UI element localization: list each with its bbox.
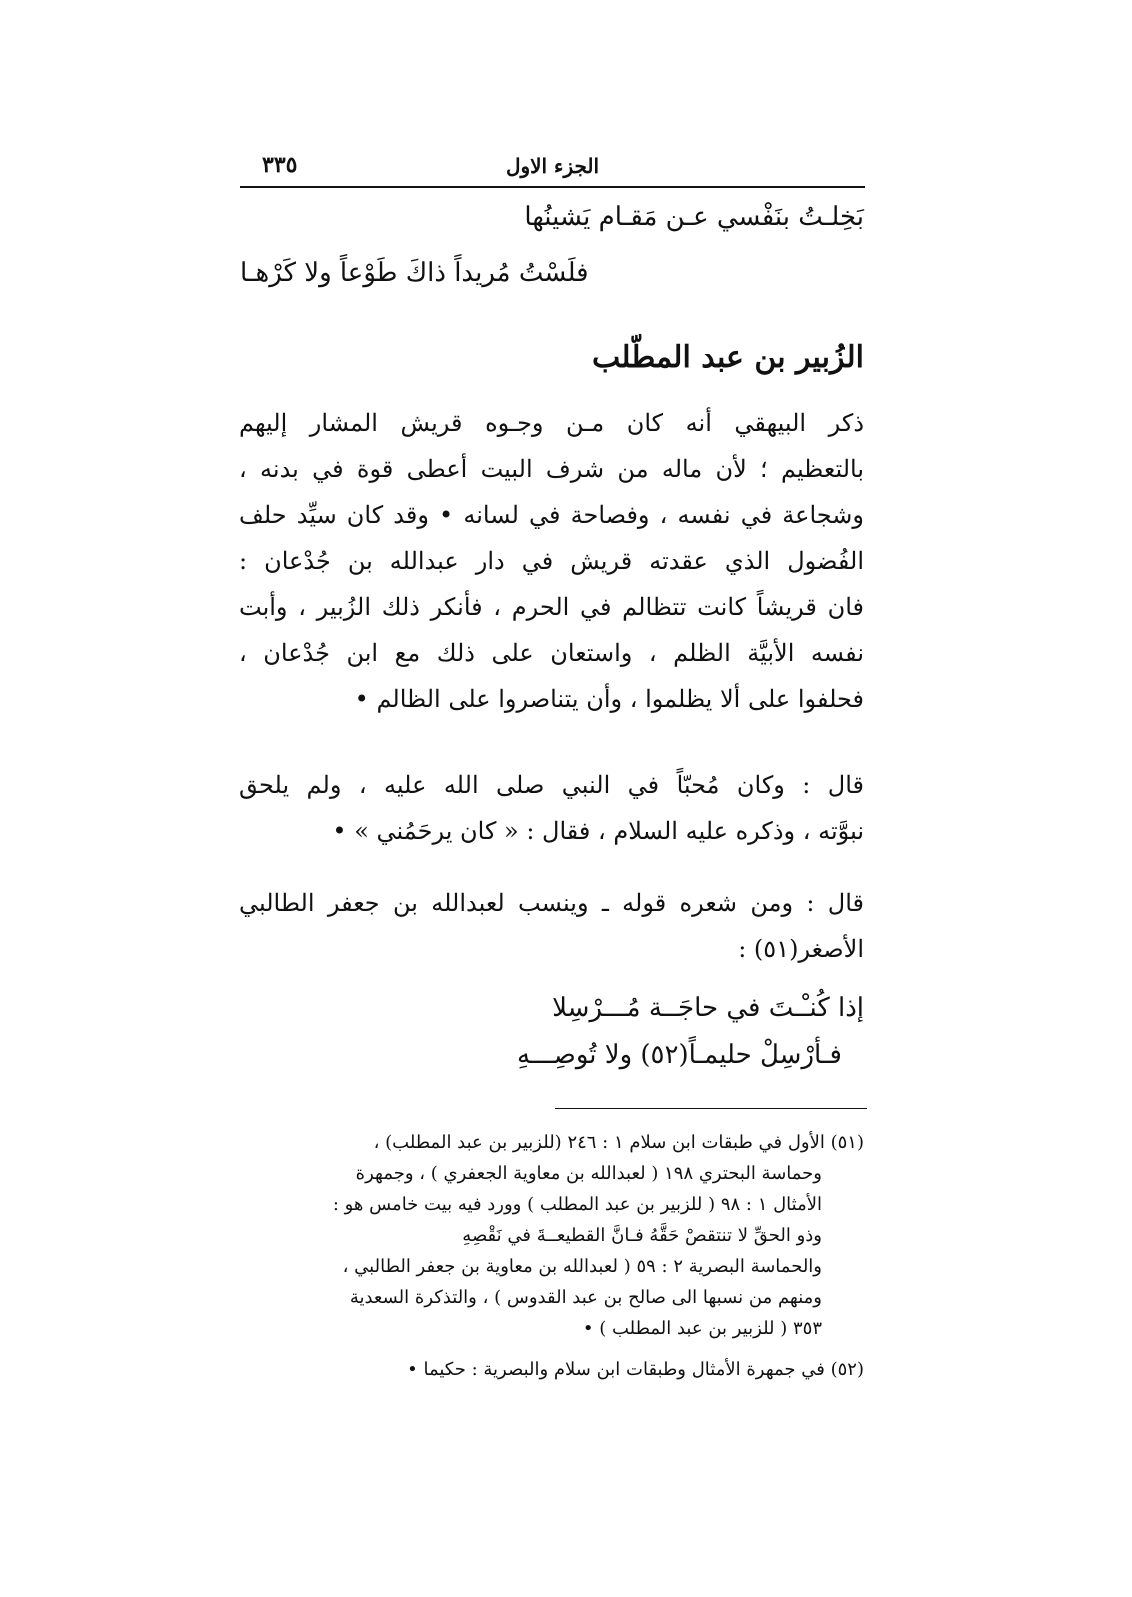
footnote-line: وحماسة البحتري ١٩٨ ( لعبدالله بن معاوية الجعفري ) ، وجمهرة: [355, 1163, 822, 1184]
footnote-line: (٥١) الأول في طبقات ابن سلام ١ : ٢٤٦ (للزبير بن عبد المطلب) ،: [373, 1132, 864, 1153]
verse-line: إذا كُنـْـتَ في حاجَــة مُـــرْسِلا: [552, 993, 864, 1023]
running-title: الجزء الاول: [505, 154, 600, 178]
section-title: الزُبير بن عبد المطّلب: [591, 340, 864, 375]
footnote-line: ومنهم من نسبها الى صالح بن عبد القدوس ) ، والتذكرة السعدية: [349, 1287, 822, 1308]
text-line: بالتعظيم ؛ لأن ماله من شرف البيت أعطى قوة في بدنه ،: [239, 455, 864, 483]
verse-line: بَخِلـتُ بنَفْسي عـن مَقـام يَشينُها: [524, 202, 864, 232]
page-number: ٣٣٥: [262, 152, 298, 178]
text-line: فان قريشاً كانت تتظالم في الحرم ، فأنكر ذلك الزُبير ، وأبت: [239, 593, 864, 621]
text-line: قال : وكان مُحبّاً في النبي صلى الله عليه ، ولم يلحق: [239, 771, 864, 799]
footnote-line: ٣٥٣ ( للزبير بن عبد المطلب ) •: [582, 1318, 822, 1339]
footnote-line: والحماسة البصرية ٢ : ٥٩ ( لعبدالله بن معاوية بن جعفر الطالبي ،: [342, 1256, 822, 1277]
footnote-line: الأمثال ١ : ٩٨ ( للزبير بن عبد المطلب ) وورد فيه بيت خامس هو :: [332, 1194, 822, 1215]
paragraph-3: [239, 880, 864, 972]
text-line: الأصغر(٥١) :: [738, 935, 864, 963]
verse-line: فـأرْسِلْ حليمـاً(٥٢) ولا تُوصِـــهِ: [516, 1040, 842, 1070]
footnote-divider: [555, 1108, 867, 1109]
page-header: [240, 150, 865, 188]
paragraph-1: [239, 400, 864, 722]
text-line: نبوَّته ، وذكره عليه السلام ، فقال : « كان يرحَمُني » •: [332, 817, 864, 845]
paragraph-2: [239, 762, 864, 854]
footnote-line: وذو الحقِّ لا تنتقصْ حَقَّهُ فـانَّ القطيعــةَ في نَقْصِهِ: [462, 1225, 822, 1246]
verse-line: فلَسْتُ مُريداً ذاكَ طَوْعاً ولا كَرْهـا: [240, 258, 589, 288]
footnotes: [234, 1127, 864, 1385]
text-line: الفُضول الذي عقدته قريش في دار عبدالله بن جُدْعان :: [239, 547, 864, 575]
text-line: نفسه الأبيَّة الظلم ، واستعان على ذلك مع ابن جُدْعان ،: [239, 639, 864, 667]
text-line: وشجاعة في نفسه ، وفصاحة في لسانه • وقد كان سيِّد حلف: [239, 501, 864, 529]
text-line: قال : ومن شعره قوله ـ وينسب لعبدالله بن جعفر الطالبي: [239, 889, 864, 917]
text-line: فحلفوا على ألا يظلموا ، وأن يتناصروا على الظالم •: [354, 685, 864, 713]
footnote-line: (٥٢) في جمهرة الأمثال وطبقات ابن سلام والبصرية : حكيما •: [407, 1359, 864, 1380]
text-line: ذكر البيهقي أنه كان مـن وجـوه قريش المشار إليهم: [239, 409, 864, 437]
